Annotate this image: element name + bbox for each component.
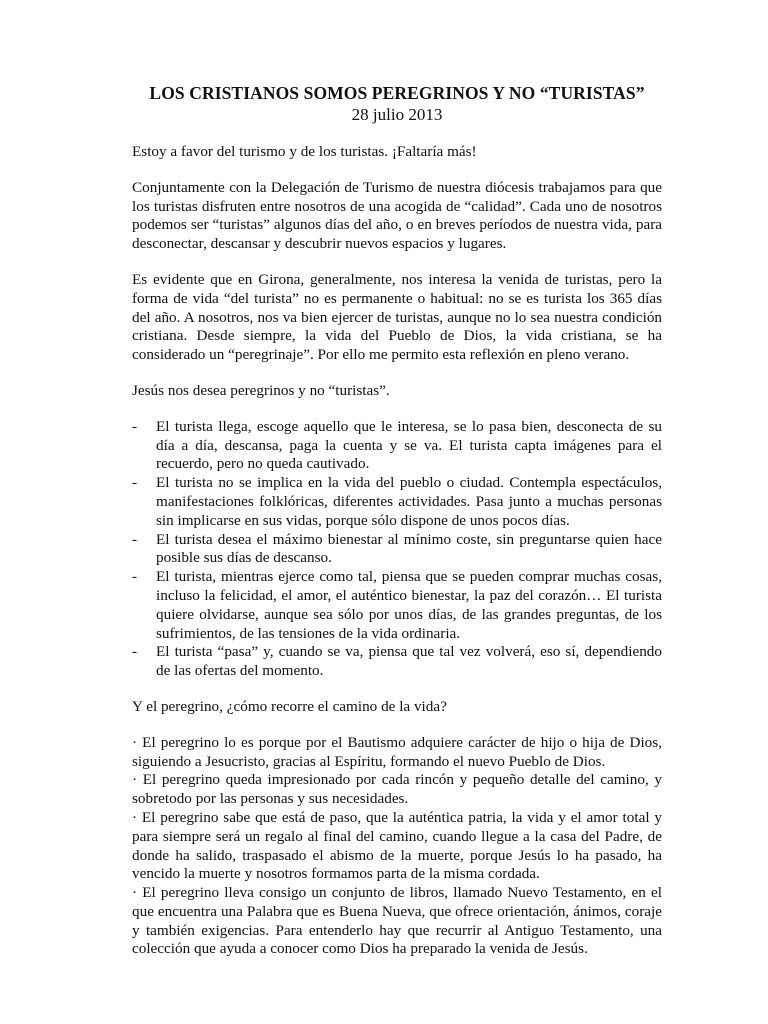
list-item-text: El turista, mientras ejerce como tal, piensa que se pueden comprar muchas cosas, incluso la felicidad, el amor, el auténtico bienestar, la paz del corazón… El turista quiere olvidarse, aunque sea sólo por unos días, de las grandes preguntas, de los sufrimientos, de las tensiones de la vida ordinaria. bbox=[156, 568, 662, 642]
dash-marker: - bbox=[132, 643, 138, 661]
list-item-text: El turista “pasa” y, cuando se va, piensa que tal vez volverá, eso sí, dependiendo de las ofertas del momento. bbox=[156, 643, 662, 680]
list-item bbox=[132, 643, 662, 681]
paragraph: Jesús nos desea peregrinos y no “turistas”. bbox=[132, 381, 390, 399]
paragraph: Estoy a favor del turismo y de los turistas. ¡Faltaría más! bbox=[132, 143, 477, 160]
list-item-text: El turista desea el máximo bienestar al mínimo coste, sin preguntarse quien hace posible sus días de descanso. bbox=[156, 530, 662, 567]
list-item bbox=[132, 474, 662, 530]
pilgrim-item: · El peregrino lleva consigo un conjunto de libros, llamado Nuevo Testamento, en el que encuentra una Palabra que es Buena Nueva, que ofrece orientación, ánimos, coraje y también exigencias. Para entenderlo hay que recurrir al Antiguo Testamento, una colección que ayuda a conocer como Dios ha preparado la venida de Jesús. bbox=[132, 884, 662, 958]
paragraph: Conjuntamente con la Delegación de Turismo de nuestra diócesis trabajamos para que los turistas disfruten entre nosotros de una acogida de “calidad”. Cada uno de nosotros podemos ser “turistas” algunos días del año, o en breves períodos de nuestra vida, para desconectar, descansar y descubrir nuevos espacios y lugares. bbox=[132, 178, 662, 253]
list-item bbox=[132, 531, 662, 569]
dash-marker: - bbox=[132, 474, 138, 492]
list-item bbox=[132, 568, 662, 643]
pilgrim-item: · El peregrino sabe que está de paso, que la auténtica patria, la vida y el amor total y para siempre será un regalo al final del camino, cuando llegue a la casa del Padre, de donde ha salido, traspasado el abismo de la muerte, porque Jesús lo ha pasado, ha vencido la muerte y nosotros formamos parta de la misma cordada. bbox=[132, 808, 662, 883]
dash-marker: - bbox=[132, 417, 138, 435]
pilgrim-item: · El peregrino lo es porque por el Bautismo adquiere carácter de hijo o hija de Dios, siguiendo a Jesucristo, gracias al Espíritu, formando el nuevo Pueblo de Dios. bbox=[132, 733, 662, 770]
list-item-text: El turista no se implica en la vida del pueblo o ciudad. Contempla espectáculos, manifestaciones folklóricas, diferentes actividades. Pasa junto a muchas personas sin implicarse en sus vidas, porque sólo dispone de unos pocos días. bbox=[156, 474, 662, 529]
dash-marker: - bbox=[132, 568, 138, 586]
document-title: LOS CRISTIANOS SOMOS PEREGRINOS Y NO “TURISTAS” bbox=[149, 83, 645, 103]
list-item bbox=[132, 418, 662, 474]
tourist-list bbox=[132, 418, 662, 681]
paragraph: Es evidente que en Girona, generalmente, nos interesa la venida de turistas, pero la forma de vida “del turista” no es permanente o habitual: no se es turista los 365 días del año. A nosotros, nos va bien ejercer de turistas, aunque no lo sea nuestra condición cristiana. Desde siempre, la vida del Pueblo de Dios, la vida cristiana, se ha considerado un “peregrinaje”. Por ello me permito esta reflexión en pleno verano. bbox=[132, 270, 662, 364]
document-date: 28 julio 2013 bbox=[351, 105, 443, 124]
pilgrim-item: · El peregrino queda impresionado por cada rincón y pequeño detalle del camino, y sobretodo por las personas y sus necesidades. bbox=[132, 771, 662, 808]
list-item-text: El turista llega, escoge aquello que le interesa, se lo pasa bien, desconecta de su día a día, descansa, paga la cuenta y se va. El turista capta imágenes para el recuerdo, pero no queda cautivado. bbox=[156, 417, 662, 473]
pilgrim-list bbox=[132, 734, 662, 960]
dash-marker: - bbox=[132, 530, 138, 548]
question-paragraph: Y el peregrino, ¿cómo recorre el camino de la vida? bbox=[132, 697, 447, 715]
